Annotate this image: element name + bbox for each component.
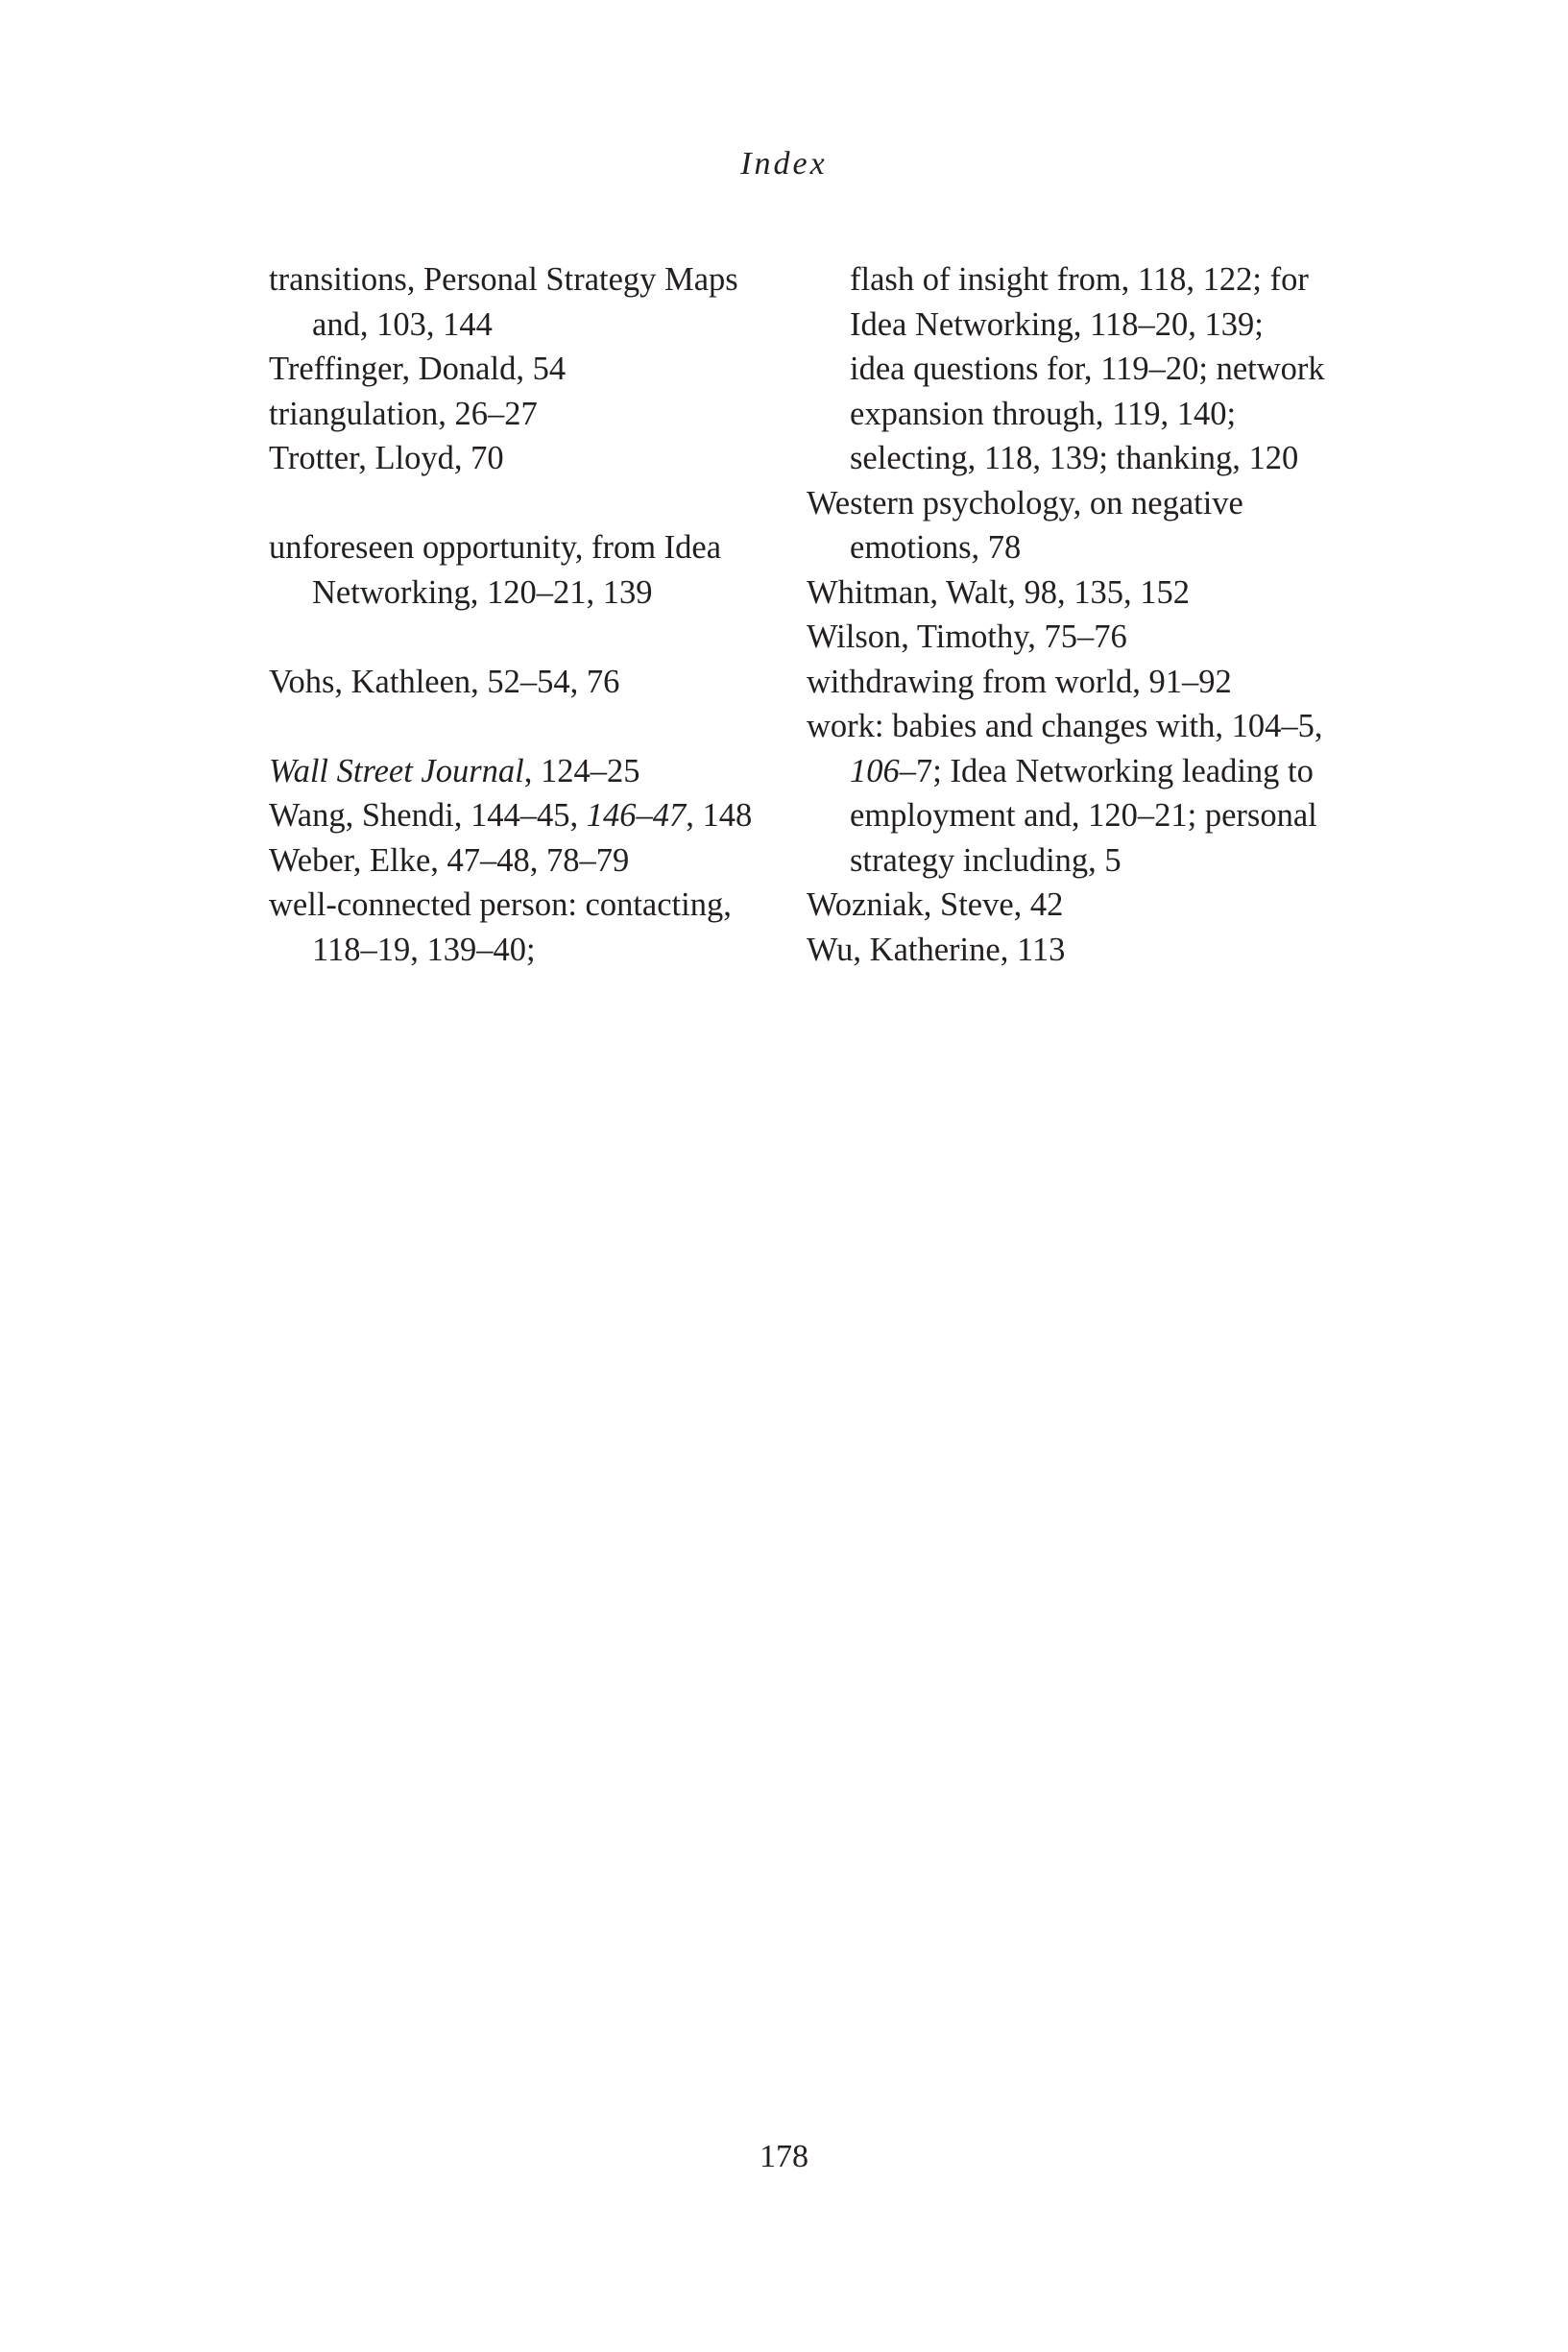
index-entry: Whitman, Walt, 98, 135, 152 bbox=[807, 573, 1191, 611]
index-entry: Wozniak, Steve, 42 bbox=[807, 886, 1064, 923]
illustration-locator: 146–47 bbox=[586, 797, 687, 834]
index-entry: Western psychology, on negative emotions, 78 bbox=[807, 484, 1243, 566]
letter-gap bbox=[269, 704, 778, 749]
index-entry: Wu, Katherine, 113 bbox=[807, 931, 1066, 968]
index-entry: Treffinger, Donald, 54 bbox=[269, 351, 567, 387]
index-entry: withdrawing from world, 91–92 bbox=[807, 663, 1232, 700]
index-entry: Weber, Elke, 47–48, 78–79 bbox=[269, 841, 630, 879]
entry-locators: , 148 bbox=[686, 797, 753, 834]
index-entry bbox=[269, 749, 778, 794]
entry-text: work: babies and changes with, 104–5, bbox=[807, 708, 1323, 744]
index-entry bbox=[269, 793, 778, 838]
index-entry bbox=[807, 704, 1325, 883]
index-column-left bbox=[269, 257, 778, 972]
index-column-right bbox=[807, 257, 1325, 972]
index-entry: Wilson, Timothy, 75–76 bbox=[807, 618, 1127, 655]
page-number: 178 bbox=[760, 2139, 808, 2174]
letter-gap bbox=[269, 615, 778, 660]
running-head: Index bbox=[740, 146, 828, 182]
letter-gap bbox=[269, 481, 778, 526]
index-entry: Vohs, Kathleen, 52–54, 76 bbox=[269, 663, 620, 700]
index-entry: Trotter, Lloyd, 70 bbox=[269, 440, 504, 476]
index-entry: well-connected person: contacting, 118–19, 139–40; bbox=[269, 886, 732, 968]
index-entry: unforeseen opportunity, from Idea Networking, 120–21, 139 bbox=[269, 529, 722, 611]
entry-text: Wang, Shendi, 144–45, bbox=[269, 797, 587, 834]
publication-title: Wall Street Journal bbox=[269, 752, 524, 789]
index-entry-continuation: flash of insight from, 118, 122; for Idea Networking, 118–20, 139; idea questions for, 119–20; network expansion through, 119, 140; selecting, 118, 139; thanking, 120 bbox=[850, 261, 1325, 476]
entry-text: –7; Idea Networking leading to employment and, 120–21; personal strategy including, 5 bbox=[850, 752, 1317, 879]
index-entry: triangulation, 26–27 bbox=[269, 395, 538, 432]
illustration-locator: 106 bbox=[850, 752, 900, 789]
entry-locators: , 124–25 bbox=[523, 752, 640, 789]
index-entry: transitions, Personal Strategy Maps and, 103, 144 bbox=[269, 261, 738, 343]
